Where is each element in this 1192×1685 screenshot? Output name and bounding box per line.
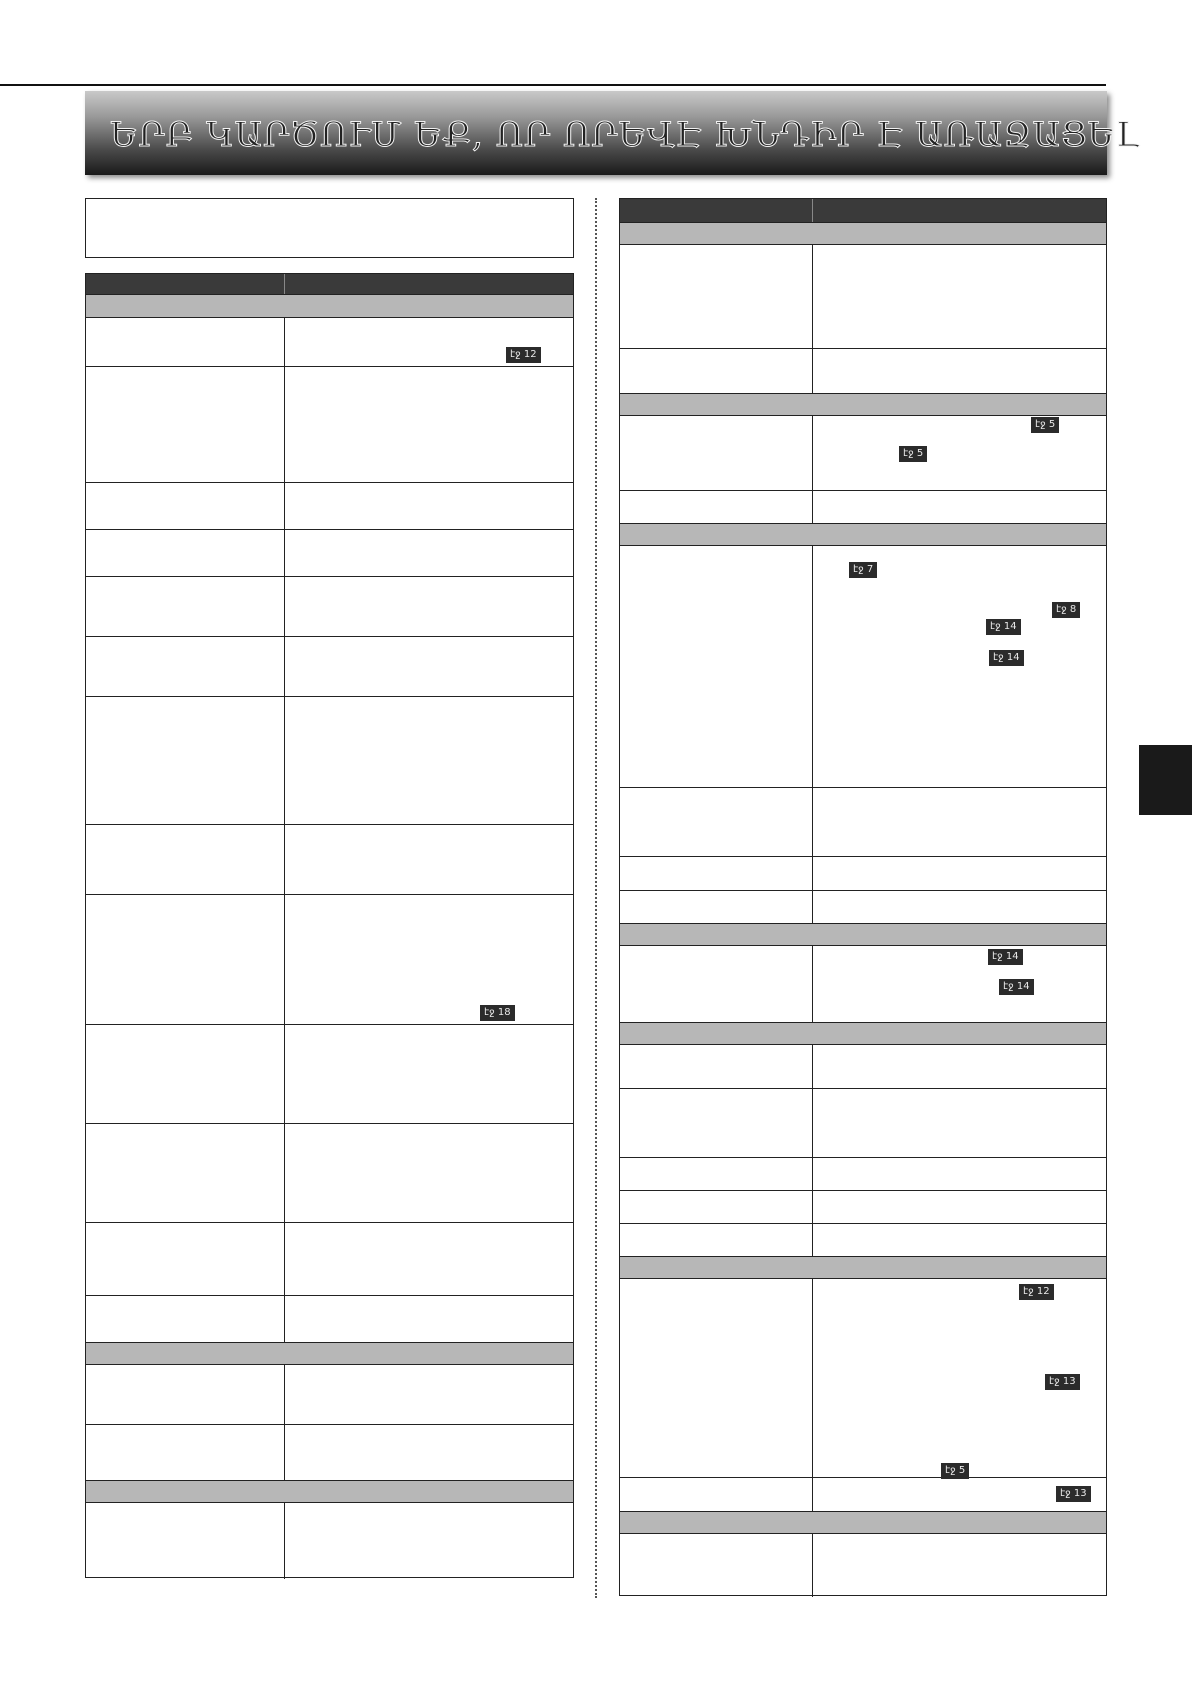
table-row [620,891,1106,924]
table-row [86,1365,573,1425]
page-ref-badge: էջ 5 [899,446,927,462]
page-ref-badge: էջ 14 [989,650,1024,666]
page-ref-badge: էջ 7 [849,562,877,578]
table-row [620,1279,1106,1478]
table-row [620,1224,1106,1257]
page-ref-badge: էջ 14 [986,619,1021,635]
page-ref-badge: էջ 5 [941,1463,969,1479]
table-row [86,318,573,367]
table-row [86,530,573,577]
page-ref-badge: էջ 12 [506,347,541,363]
section-row [86,1481,573,1503]
section-row [620,1023,1106,1045]
page-ref-badge: էջ 18 [480,1005,515,1021]
table-header-row [86,274,573,295]
table-row [86,1425,573,1481]
page-ref-badge: էջ 14 [988,949,1023,965]
section-row [620,223,1106,245]
table-row [86,483,573,530]
table-row [620,946,1106,1023]
table-row [620,416,1106,491]
section-row [620,394,1106,416]
intro-note-box [85,198,574,258]
table-row [86,895,573,1025]
chapter-side-tab [1139,745,1192,815]
page-ref-badge: էջ 14 [999,979,1034,995]
left-troubleshooting-table [85,273,574,1578]
right-troubleshooting-table [619,198,1107,1596]
table-row [620,1158,1106,1191]
page-ref-badge: էջ 12 [1019,1284,1054,1300]
table-row [86,825,573,895]
page-title: ԵՐԲ ԿԱՐԾՈՒՄ ԵՔ, ՈՐ ՈՐԵՎԷ ԽՆԴԻՐ Է ԱՌԱՋԱՑԵԼ [110,115,1141,155]
table-row [620,1045,1106,1089]
table-row [86,1503,573,1579]
table-row [86,697,573,825]
page-ref-badge: էջ 8 [1052,602,1080,618]
section-row [620,524,1106,546]
page-ref-badge: էջ 13 [1045,1374,1080,1390]
section-row [86,295,573,318]
table-row [620,546,1106,788]
column-divider [595,198,597,1598]
section-row [620,1257,1106,1279]
section-row [620,1512,1106,1534]
table-row [86,1296,573,1343]
table-row [86,637,573,697]
table-row [86,367,573,483]
section-row [86,1343,573,1365]
table-row [620,1478,1106,1512]
title-banner [85,91,1141,175]
table-row [86,1124,573,1223]
table-row [620,857,1106,891]
table-row [86,577,573,637]
table-row [620,245,1106,349]
page-ref-badge: էջ 5 [1031,417,1059,433]
table-row [620,491,1106,524]
table-row [86,1223,573,1296]
page-ref-badge: էջ 13 [1056,1486,1091,1502]
table-row [620,1534,1106,1597]
table-row [620,788,1106,857]
table-row [620,1089,1106,1158]
table-header-row [620,199,1106,223]
table-row [620,1191,1106,1224]
table-row [620,349,1106,394]
top-rule [0,84,1106,86]
section-row [620,924,1106,946]
table-row [86,1025,573,1124]
